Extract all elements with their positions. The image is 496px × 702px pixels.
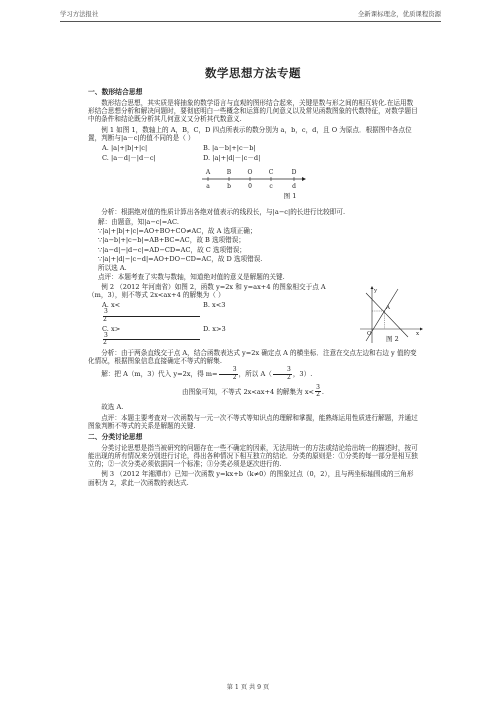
ex2-option-b: B. x<3 (203, 301, 226, 310)
point-label-c: C (268, 168, 274, 176)
y-axis-label: y (374, 287, 378, 294)
fraction-three-halves: $\frac{3}{2}$ (103, 309, 198, 323)
example-1-question: 例 1 如图 1，数轴上的 A，B，C，D 四点所表示的数分别为 a，b，c，d，且 O 为原点．根据图中各点位置，判断与|a－c|的值不同的是（ ） (88, 125, 412, 142)
ex2-option-a: A. $x<\frac{3}{2}$ (102, 301, 197, 323)
figure-1 (88, 166, 418, 202)
header-right: 全新课标理念，优质课程资源 (357, 10, 441, 18)
figure-2-graph (358, 285, 424, 347)
option-b: B. |a－b|+|c－b| (203, 144, 256, 153)
option-c: C. |a－d|－|d－c| (102, 154, 156, 163)
example-2-analysis: 分析：由于两条直线交于点 A，结合函数表达式 y=2x 确定点 A 的横坐标．注意在交点左边和右边 y 值的变化情况，根据图象信息直接确定不等式的解集. (88, 348, 417, 365)
value-label-o: 0 (248, 182, 252, 190)
point-label-o: O (247, 168, 253, 176)
x-axis-arrow (420, 327, 423, 330)
fraction-three-halves: $\frac{3}{2}$ (316, 383, 320, 399)
number-line-arrow (302, 177, 306, 181)
example-1-step-5: ∵|a|+|d|−|c−d|=AO+DO−CD=AC，故 D 选项错误. (98, 254, 263, 263)
example-1-step-4: ∵|a−d|−|d−c|=AD−CD=AC，故 C 选项错误； (98, 245, 246, 254)
fraction-three-halves: $\frac{3}{2}$ (219, 367, 238, 381)
section-heading-1: 一、数形结合思想 (88, 88, 143, 97)
value-label-c: c (269, 182, 273, 190)
example-2-solution-2: 由图象可知，不等式 2x<ax+4 的解集为 x< $\frac{3}{2}$ . (182, 383, 324, 399)
option-a: A. |a|+|b|+|c| (102, 144, 148, 153)
point-label-b: B (226, 168, 232, 176)
figure-2-caption: 图 2 (386, 334, 399, 343)
example-1-step-2: ∵|a|+|b|+|c|=AO+BO+CO≠AC，故 A 选项正确； (98, 227, 257, 236)
example-2-comment: 点评：本题主要考查对一次函数与一元一次不等式等知识点的理解和掌握，能熟练运用性质进行解题，并通过图象判断不等式的关系是解题的关键. (88, 413, 418, 430)
example-1-step-3: ∵|a−b|+|c−b|=AB+BC=AC，故 B 选项错误； (98, 236, 245, 245)
point-label-d: D (291, 168, 297, 176)
page-footer: 第 1 页 共 9 页 (226, 684, 270, 692)
page-header (60, 9, 441, 22)
value-label-b: b (227, 182, 231, 190)
x-axis-label: x (416, 330, 420, 337)
figure-1-caption: 图 1 (283, 191, 297, 200)
ex2-option-d: D. x>3 (203, 324, 226, 333)
example-2-question: 例 2 （2012 年河南省）如图 2，函数 y=2x 和 y=ax+4 的图象相交于点 A（m，3），则不等式 2x<ax+4 的解集为（ ） (88, 282, 326, 299)
example-1-analysis: 分析：根据绝对值的性质计算出各绝对值表示的线段长，与|a−c|的长进行比较即可. (101, 207, 346, 216)
fraction-three-halves: $\frac{3}{2}$ (103, 333, 198, 347)
example-1-comment: 点评：本题考查了实数与数轴，知道绝对值的意义是解题的关键. (98, 273, 285, 282)
number-line-figure (198, 166, 308, 200)
example-1-options-row1 (102, 144, 418, 152)
example-2-solution: 解：把 A（m，3）代入 y=2x，得 m= $\frac{3}{2}$ ，所以 A（ $\frac{3}{2}$ ，3）. (101, 366, 313, 381)
example-1-step-1: 解：由题意，知|a−c|=AC. (98, 217, 179, 226)
example-2-final: 故选 A. (101, 403, 124, 412)
section-2-intro: 分类讨论思想是指当被研究的问题存在一些不确定的因素，无法用统一的方法或结论给出统一的描述时，按可能出现的所有情况来分别进行讨论，得出各种情况下相互独立的结论．分类的原则是：①分类的每一部分是相互独立的；②一次分类必须依据同一个标准；③分类必须是逐次进行的. (88, 443, 418, 469)
value-label-d: d (292, 182, 296, 190)
point-label-a: A (205, 168, 211, 176)
page-title: 数学思想方法专题 (205, 66, 301, 80)
header-left: 学习方法报社 (60, 10, 99, 18)
option-d: D. |a|+|d|－|c－d| (203, 154, 261, 163)
document-body (88, 58, 418, 489)
section-heading-2: 二、分类讨论思想 (88, 433, 143, 442)
point-a-label: A (386, 304, 390, 311)
example-1-options-row2 (102, 154, 418, 162)
example-1-step-6: 所以选 A. (98, 264, 127, 273)
ex2-option-c: C. $x>\frac{3}{2}$ (102, 325, 197, 347)
origin-label: O (367, 330, 372, 337)
example-3-question: 例 3 （2012 年湘潭市）已知一次函数 y=kx+b（k≠0）的图象过点（0，2），且与两坐标轴围成的三角形面积为 2，求此一次函数的表达式. (88, 470, 414, 487)
section-1-intro: 数形结合思想，其实质是将抽象的数学语言与直观的图形结合起来，关键是数与形之间的相互转化.在运用数形结合思想分析和解决问题时，要彻底明白一些概念和运算的几何意义以及常见函数图象的代数特征，对数学题目中的条件和结论既分析其几何意义又分析其代数意义. (88, 98, 418, 124)
example-2-block (88, 283, 418, 430)
fraction-three-halves: $\frac{3}{2}$ (273, 367, 292, 381)
value-label-a: a (206, 182, 210, 190)
